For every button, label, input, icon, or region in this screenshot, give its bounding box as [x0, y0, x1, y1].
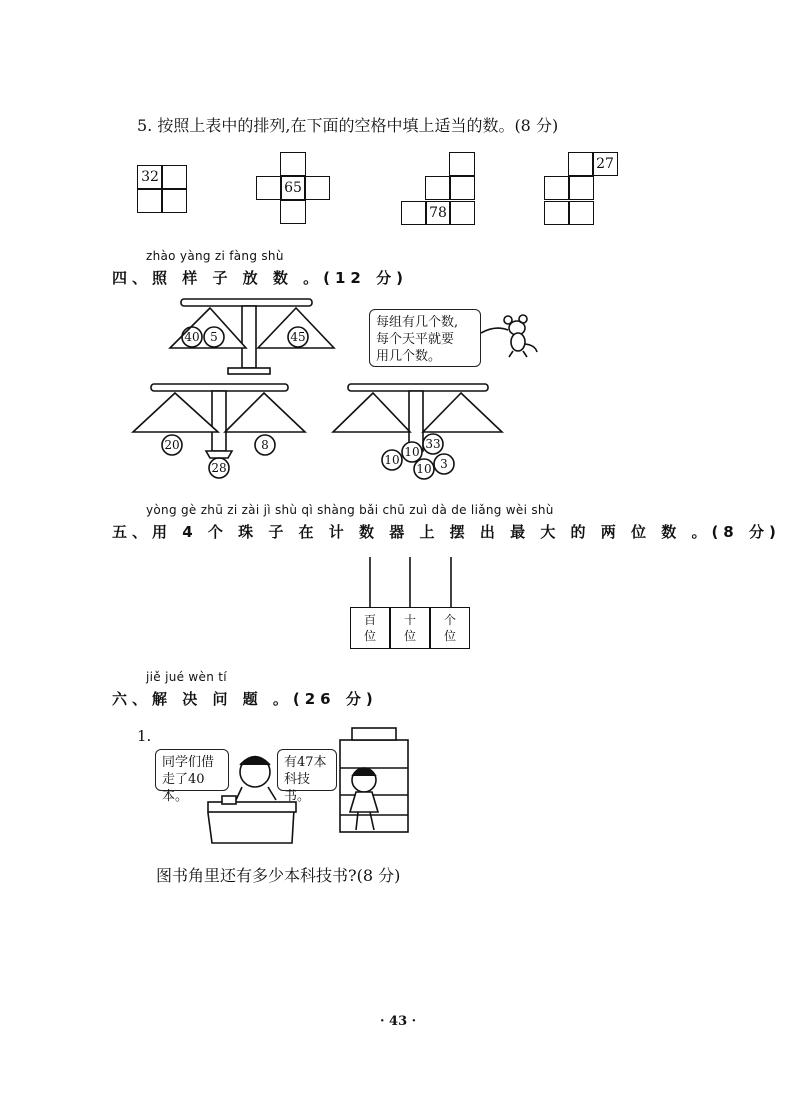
desk: [208, 809, 294, 843]
place-label: 位: [363, 629, 376, 643]
grid-cell: 65: [280, 176, 306, 200]
section5-pinyin: yòng gè zhū zi zài jì shù qì shàng bǎi chū zuì dà de liǎng wèi shù: [146, 503, 554, 517]
number-label: 45: [290, 330, 306, 344]
question-number: 1.: [137, 727, 152, 745]
section5-title: 五、用 4 个 珠 子 在 计 数 器 上 摆 出 最 大 的 两 位 数 。(8 分): [112, 523, 781, 541]
number-label: 3: [440, 457, 448, 471]
place-label: 位: [443, 629, 456, 643]
section6-pinyin: jiě jué wèn tí: [146, 670, 227, 684]
bubble-line: 有47本: [284, 755, 327, 770]
speech-bubble-girl: [277, 749, 337, 804]
question-5-text: 5. 按照上表中的排列,在下面的空格中填上适当的数。(8 分): [137, 116, 559, 135]
bubble-line: 走了40本。: [162, 772, 205, 804]
section4-pinyin: zhào yàng zi fàng shù: [146, 249, 284, 263]
page-number: · 43 ·: [380, 1014, 417, 1029]
grid-cell: 27: [592, 152, 618, 176]
number-label: 33: [425, 437, 441, 451]
grid-cell: 78: [425, 201, 451, 225]
bubble-line: 用几个数。: [376, 349, 442, 364]
bubble-line: 每组有几个数,: [376, 315, 459, 330]
question-1-text: 图书角里还有多少本科技书?(8 分): [156, 866, 401, 885]
number-label: 8: [261, 438, 269, 452]
grid-cell: 32: [137, 165, 163, 189]
bubble-line: 科技书。: [284, 772, 311, 804]
place-label: 百: [363, 613, 376, 627]
place-label: 个: [443, 613, 456, 627]
bubble-line: 每个天平就要: [376, 332, 455, 347]
section4-title: 四、照 样 子 放 数 。(12 分): [112, 269, 408, 287]
number-label: 20: [164, 438, 180, 452]
number-label: 10: [404, 445, 420, 459]
place-label: 位: [403, 629, 416, 643]
number-label: 28: [211, 461, 227, 475]
number-label: 10: [416, 462, 432, 476]
bubble-line: 同学们借: [162, 755, 215, 770]
number-label: 40: [184, 330, 200, 344]
section6-title: 六、解 决 问 题 。(26 分): [112, 690, 378, 708]
place-label: 十: [403, 613, 416, 627]
number-label: 10: [384, 453, 400, 467]
number-label: 5: [210, 330, 218, 344]
speech-bubble-boy: [155, 749, 229, 804]
